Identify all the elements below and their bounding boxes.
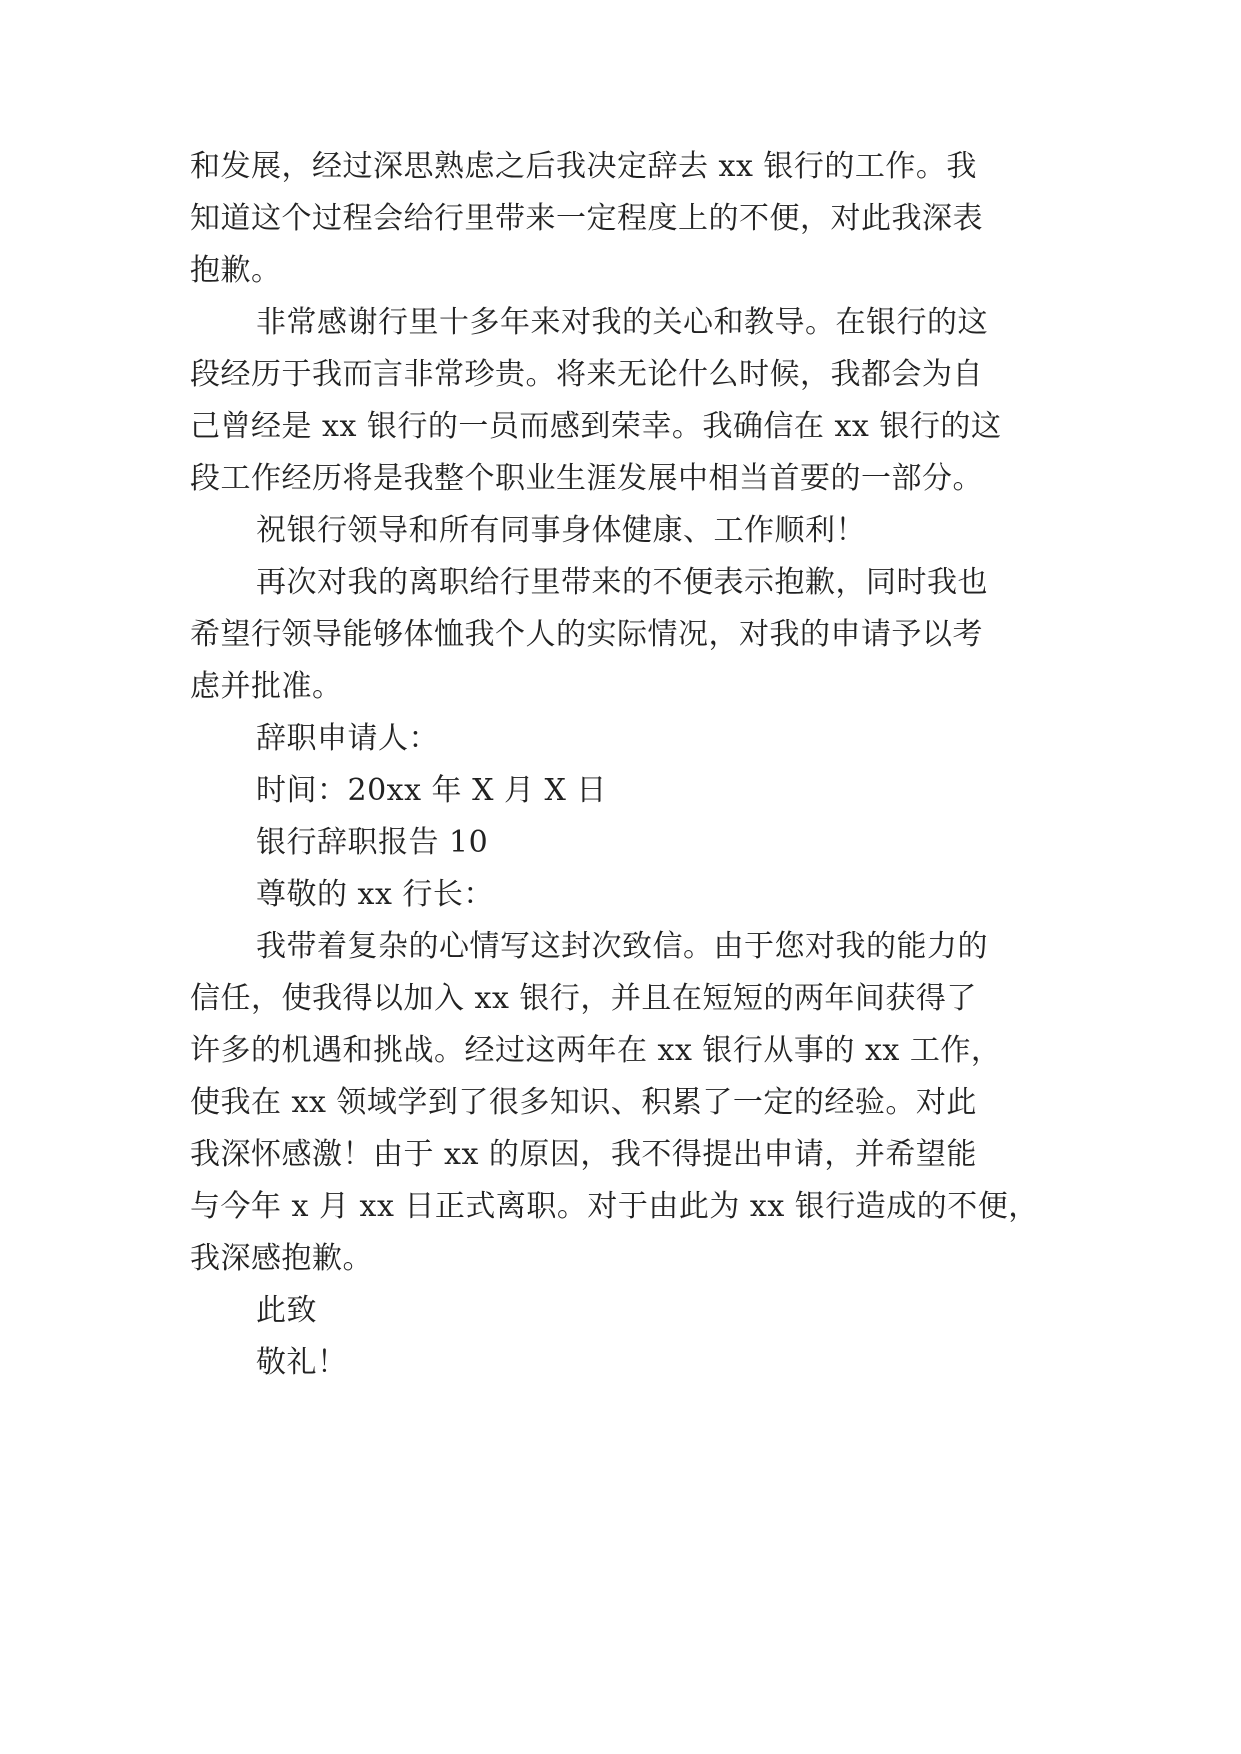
signature-label: 辞职申请人： [256,721,439,756]
text-line-11: 虑并批准。 [190,669,343,704]
section-title: 银行辞职报告 10 [256,825,489,860]
text-line-16: 我带着复杂的心情写这封次致信。由于您对我的能力的 [256,929,988,964]
text-line-8: 祝银行领导和所有同事身体健康、工作顺利！ [256,513,866,548]
text-line-22: 我深感抱歉。 [190,1241,373,1276]
text-line-5: 段经历于我而言非常珍贵。将来无论什么时候，我都会为自 [190,357,983,392]
text-line-9: 再次对我的离职给行里带来的不便表示抱歉，同时我也 [256,565,988,600]
text-line-21: 与今年 x 月 xx 日正式离职。对于由此为 xx 银行造成的不便， [190,1189,1039,1224]
date-line: 时间：20xx 年 X 月 X 日 [256,773,607,808]
text-line-3: 抱歉。 [190,253,282,288]
salutation: 尊敬的 xx 行长： [256,877,494,912]
text-line-7: 段工作经历将是我整个职业生涯发展中相当首要的一部分。 [190,461,983,496]
text-line-19: 使我在 xx 领域学到了很多知识、积累了一定的经验。对此 [190,1085,977,1120]
text-line-1: 和发展，经过深思熟虑之后我决定辞去 xx 银行的工作。我 [190,149,977,184]
text-line-4: 非常感谢行里十多年来对我的关心和教导。在银行的这 [256,305,988,340]
closing-line-1: 此致 [256,1293,317,1328]
text-line-18: 许多的机遇和挑战。经过这两年在 xx 银行从事的 xx 工作， [190,1033,1002,1068]
text-line-6: 己曾经是 xx 银行的一员而感到荣幸。我确信在 xx 银行的这 [190,409,1002,444]
closing-line-2: 敬礼！ [256,1345,348,1380]
text-line-2: 知道这个过程会给行里带来一定程度上的不便，对此我深表 [190,201,983,236]
text-line-20: 我深怀感激！由于 xx 的原因，我不得提出申请，并希望能 [190,1137,977,1172]
text-line-17: 信任，使我得以加入 xx 银行，并且在短短的两年间获得了 [190,981,977,1016]
text-line-10: 希望行领导能够体恤我个人的实际情况，对我的申请予以考 [190,617,983,652]
